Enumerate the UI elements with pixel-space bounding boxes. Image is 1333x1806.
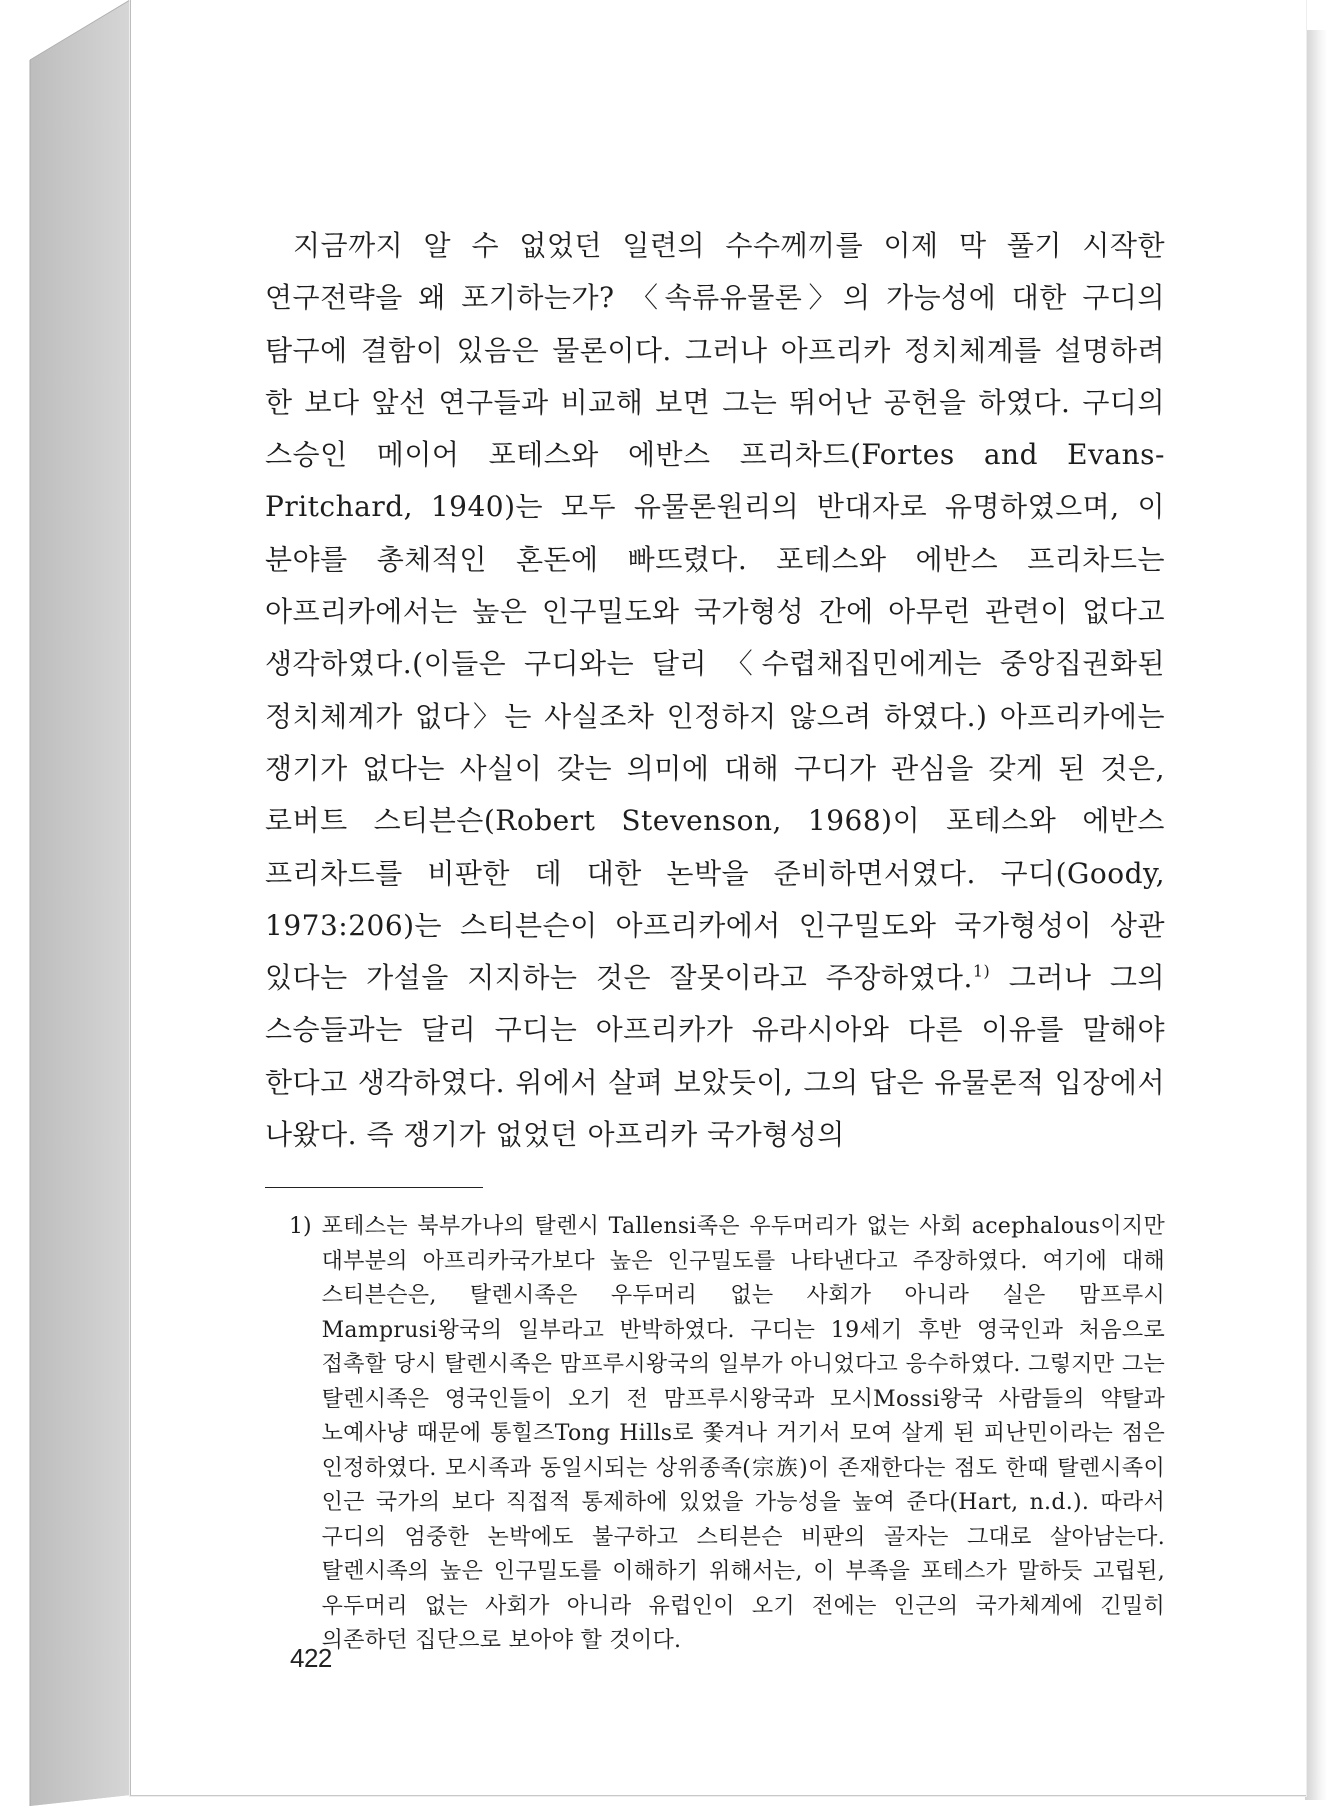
page-shadow — [1305, 30, 1327, 1800]
page-content — [265, 220, 1165, 1659]
footnote-separator — [265, 1187, 483, 1188]
body-text-part-1: 지금까지 알 수 없었던 일련의 수수께끼를 이제 막 풀기 시작한 연구전략을 왜 포기하는가? 〈속류유물론〉의 가능성에 대한 구디의 탐구에 결함이 있음은 물론이다. 그러나 아프리카 정치체계를 설명하려 한 보다 앞선 연구들과 비교해 보면 그는 뛰어난 공헌을 하였다. 구디의 스승인 메이어 포테스와 에반스 프리차드(Fortes and Evans-Pritchard, 1940)는 모두 유물론원리의 반대자로 유명하였으며, 이 분야를 총체적인 혼돈에 빠뜨렸다. 포테스와 에반스 프리차드는 아프리카에서는 높은 인구밀도와 국가형성 간에 아무런 관련이 없다고 생각하였다.(이들은 구디와는 달리 〈수렵채집민에게는 중앙집권화된 정치체계가 없다〉는 사실조차 인정하지 않으려 하였다.) 아프리카에는 쟁기가 없다는 사실이 갖는 의미에 대해 구디가 관심을 갖게 된 것은, 로버트 스티븐슨(Robert Stevenson, 1968)이 포테스와 에반스 프리차드를 비판한 데 대한 논박을 준비하면서였다. 구디(Goody, 1973:206)는 스티븐슨이 아프리카에서 인구밀도와 국가형성이 상관 있다는 가설을 지지하는 것은 잘못이라고 주장하였다. — [265, 229, 1165, 995]
footnote-reference: 1) — [972, 961, 991, 981]
footnote — [265, 1210, 1165, 1659]
footnote-text: 포테스는 북부가나의 탈렌시 Tallensi족은 우두머리가 없는 사회 acephalous이지만 대부분의 아프리카국가보다 높은 인구밀도를 나타낸다고 주장하였다. 여기에 대해 스티븐슨은, 탈렌시족은 우두머리 없는 사회가 아니라 실은 맘프루시 Mamprusi왕국의 일부라고 반박하였다. 구디는 19세기 후반 영국인과 처음으로 접촉할 당시 탈렌시족은 맘프루시왕국의 일부가 아니었다고 응수하였다. 그렇지만 그는 탈렌시족은 영국인들이 오기 전 맘프루시왕국과 모시Mossi왕국 사람들의 약탈과 노예사냥 때문에 통힐즈Tong Hills로 쫓겨나 거기서 모여 살게 된 피난민이라는 점은 인정하였다. 모시족과 동일시되는 상위종족(宗族)이 존재한다는 점도 한때 탈렌시족이 인근 국가의 보다 직접적 통제하에 있었을 가능성을 높여 준다(Hart, n.d.). 따라서 구디의 엄중한 논박에도 불구하고 스티븐슨 비판의 골자는 그대로 살아남는다. 탈렌시족의 높은 인구밀도를 이해하기 위해서는, 이 부족을 포테스가 말하듯 고립된, 우두머리 없는 사회가 아니라 유럽인이 오기 전에는 인근의 국가체계에 긴밀히 의존하던 집단으로 보아야 할 것이다. — [321, 1214, 1165, 1654]
footnote-number: 1) — [289, 1214, 312, 1240]
body-text-part-2: 그러나 그의 스승들과는 달리 구디는 아프리카가 유라시아와 다른 이유를 말해야 한다고 생각하였다. 위에서 살펴 보았듯이, 그의 답은 유물론적 입장에서 나왔다. 즉 쟁기가 없었던 아프리카 국가형성의 — [265, 961, 1165, 1152]
page-number: 422 — [290, 1643, 332, 1673]
body-paragraph — [265, 220, 1165, 1161]
